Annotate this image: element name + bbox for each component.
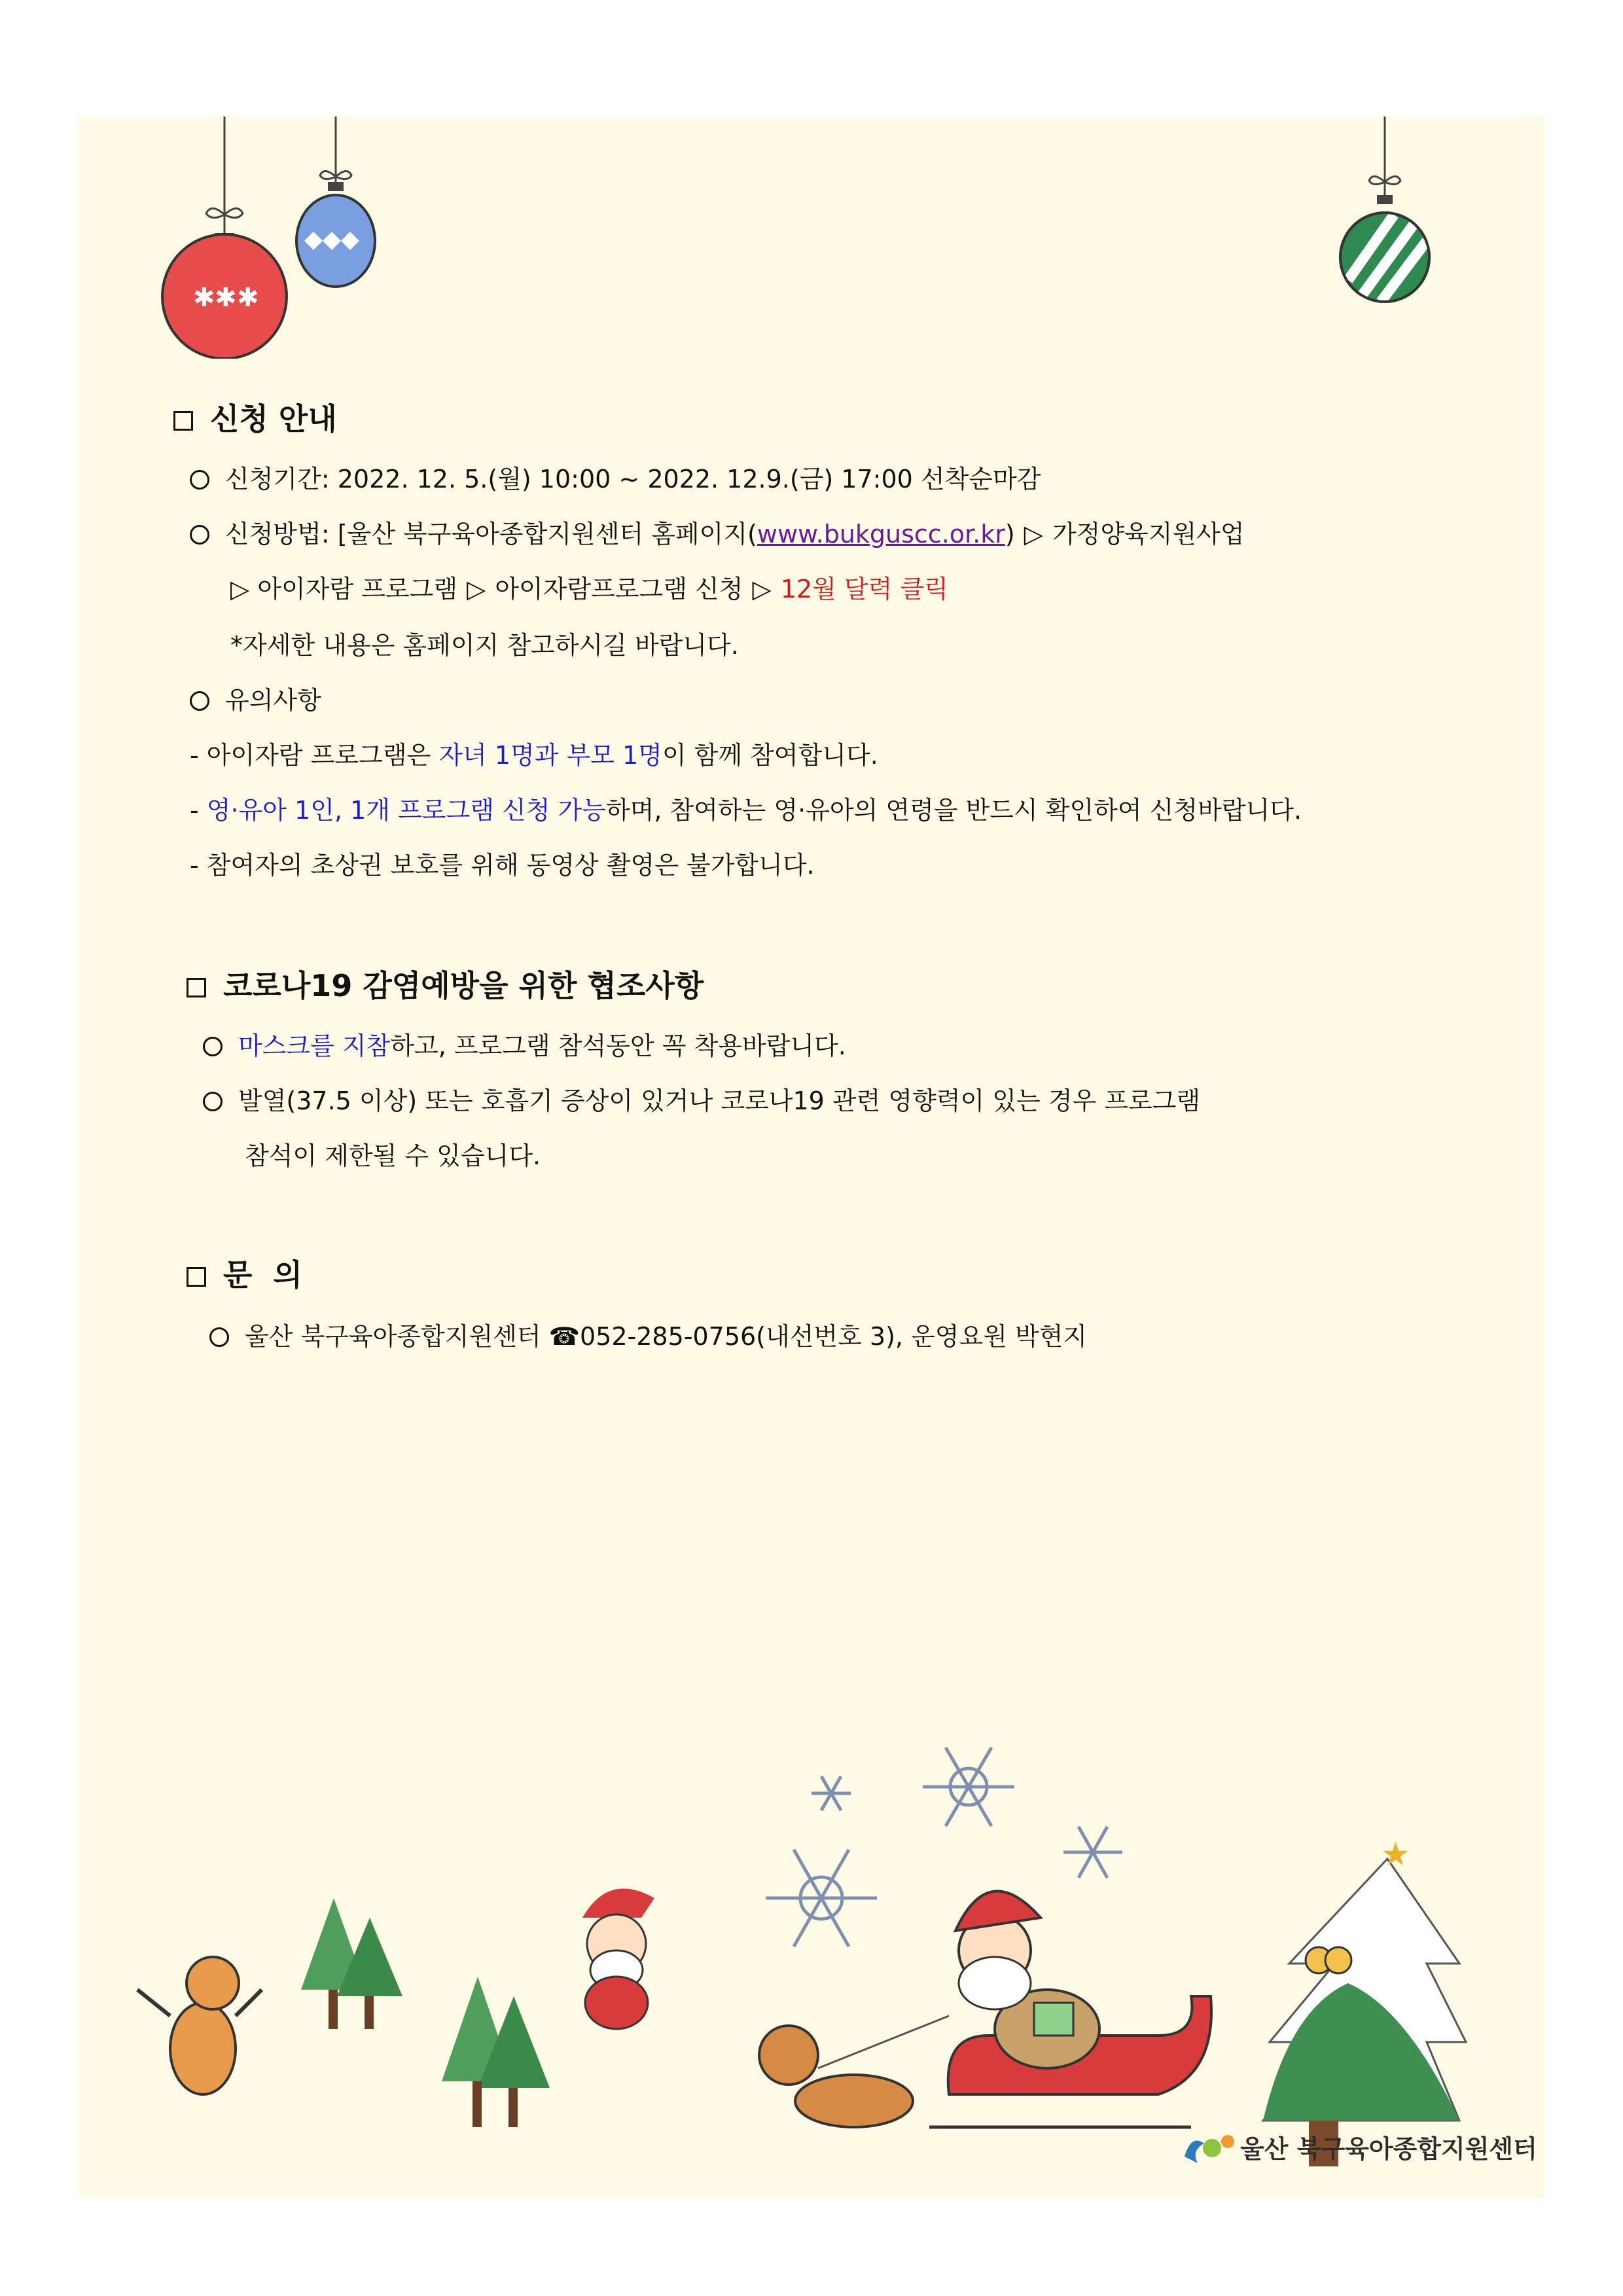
pine-tree-icon: [301, 1898, 550, 2127]
winter-illustration: [79, 1702, 1544, 2173]
apply-method-steps: ▷ 아이자람 프로그램 ▷ 아이자람프로그램 신청 ▷ 12월 달력 클릭: [230, 575, 948, 603]
covid-item-2: 발열(37.5 이상) 또는 호흡기 증상이 있거나 코로나19 관련 영향력이 있는 경우 프로그램: [203, 1085, 1200, 1117]
covid-item-1: 마스크를 지참하고, 프로그램 참석동안 꼭 착용바랍니다.: [203, 1030, 846, 1062]
svg-text:★: ★: [1381, 1835, 1410, 1873]
arrow-icon: ▷: [230, 575, 250, 603]
detail-note: *자세한 내용은 홈페이지 참고하시길 바랍니다.: [230, 631, 739, 660]
snowflake-icon: [766, 1748, 1122, 1946]
circle-bullet-icon: [209, 1327, 229, 1347]
notice-item-1: - 아이자람 프로그램은 자녀 1명과 부모 1명이 함께 참여합니다.: [190, 741, 878, 770]
notice-item-2: - 영·유아 1인, 1개 프로그램 신청 가능하며, 참여하는 영·유아의 연령을 반드시 확인하여 신청바랍니다.: [190, 796, 1302, 825]
svg-text:✱: ✱: [193, 283, 215, 313]
ornament-blue-icon: [291, 117, 383, 293]
calendar-click-step: 12월 달력 클릭: [780, 575, 948, 603]
section2-heading: [187, 967, 704, 1004]
square-bullet-icon: [187, 1267, 206, 1287]
sleigh-icon: [929, 1892, 1211, 2128]
arrow-icon: ▷: [752, 575, 772, 603]
arrow-icon: ▷: [467, 575, 486, 603]
section1-heading: [173, 401, 337, 437]
apply-period: 신청기간: 2022. 12. 5.(월) 10:00 ~ 2022. 12.9.(금) 17:00 선착순마감: [190, 463, 1041, 495]
square-bullet-icon: [173, 411, 193, 431]
circle-bullet-icon: [190, 470, 209, 490]
covid-item-2-cont: 참석이 제한될 수 있습니다.: [245, 1141, 541, 1170]
circle-bullet-icon: [203, 1092, 223, 1111]
ornament-red-icon: [157, 117, 301, 359]
svg-text:✱: ✱: [237, 283, 259, 313]
santa-icon: [582, 1888, 654, 2029]
homepage-link[interactable]: www.bukguscc.or.kr: [757, 520, 1005, 548]
section3-heading: [187, 1257, 302, 1293]
arrow-icon: ▷: [1024, 520, 1043, 548]
dog-icon: [759, 2016, 949, 2127]
section3-title: 문 의: [223, 1257, 302, 1293]
logo-text: 울산 북구육아종합지원센터: [1240, 2134, 1537, 2164]
circle-bullet-icon: [203, 1037, 223, 1056]
apply-method: 신청방법: [울산 북구육아종합지원센터 홈페이지(www.bukguscc.or.kr) ▷ 가정양육지원사업: [190, 518, 1245, 550]
cat-icon: [137, 1957, 262, 2094]
square-bullet-icon: [187, 978, 206, 997]
christmas-tree-icon: [1263, 1835, 1466, 2166]
logo-icon: [1178, 2127, 1237, 2166]
circle-bullet-icon: [190, 691, 209, 711]
notice-title: 유의사항: [190, 685, 321, 716]
circle-bullet-icon: [190, 525, 209, 545]
center-logo: [1178, 2127, 1537, 2166]
ornament-green-icon: [1335, 117, 1433, 313]
notice-item-3: - 참여자의 초상권 보호를 위해 동영상 촬영은 불가합니다.: [190, 851, 815, 880]
contact-info: 울산 북구육아종합지원센터 ☎052-285-0756(내선번호 3), 운영요원 박현지: [209, 1321, 1087, 1352]
svg-text:✱: ✱: [215, 283, 237, 313]
section2-title: 코로나19 감염예방을 위한 협조사항: [223, 968, 704, 1003]
section1-title: 신청 안내: [210, 401, 337, 437]
